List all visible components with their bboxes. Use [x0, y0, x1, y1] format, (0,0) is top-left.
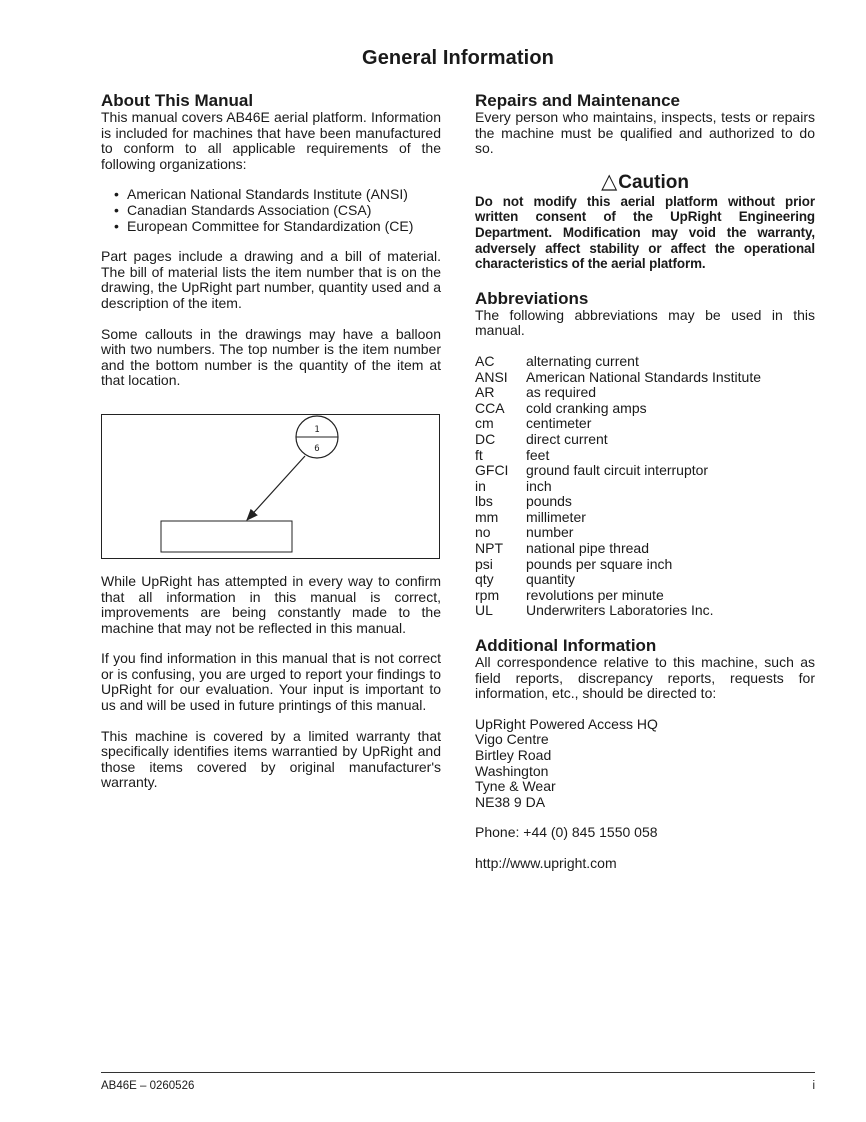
abbreviation-code: AR: [475, 384, 495, 401]
abbreviation-meaning: pounds per square inch: [526, 555, 673, 572]
part-rectangle: [161, 521, 292, 552]
abbreviation-code: ANSI: [475, 368, 508, 385]
part-pages-text: Part pages include a drawing and a bill of material. The bill of material lists the item number that is on the drawing, the UpRight part number, quantity used and a description of the item.: [101, 248, 441, 311]
abbreviation-row: [475, 557, 761, 573]
address-line: Birtley Road: [475, 747, 552, 763]
balloon-item-number: 1: [314, 424, 320, 435]
abbreviation-code: CCA: [475, 399, 505, 416]
balloon-drawing: [102, 415, 441, 560]
address-line: Washington: [475, 762, 549, 779]
abbreviation-code: in: [475, 477, 486, 494]
website-link[interactable]: http://www.upright.com: [475, 854, 617, 871]
abbreviation-code: lbs: [475, 493, 493, 510]
abbreviation-code: mm: [475, 508, 499, 525]
abbreviation-meaning: cold cranking amps: [526, 399, 647, 416]
abbreviation-code: no: [475, 524, 491, 541]
doc-number: AB46E – 0260526: [101, 1080, 195, 1092]
abbreviation-code: psi: [475, 555, 493, 572]
abbreviation-row: [475, 510, 761, 526]
list-item: • European Committee for Standardization (CE): [114, 217, 414, 234]
balloon-quantity: 6: [314, 443, 320, 454]
abbreviation-meaning: millimeter: [526, 508, 586, 525]
abbreviation-meaning: American National Standards Institute: [526, 368, 762, 385]
organizations-list: [101, 187, 441, 234]
abbreviation-row: [475, 525, 761, 541]
abbreviation-meaning: Underwriters Laboratories Inc.: [526, 602, 714, 619]
abbreviation-code: GFCI: [475, 462, 509, 479]
caution-heading: Caution: [618, 171, 689, 193]
abbreviation-meaning: centimeter: [526, 415, 592, 432]
abbreviation-row: [475, 416, 761, 432]
repairs-heading: Repairs and Maintenance: [475, 91, 681, 110]
about-text: This manual covers AB46E aerial platform. Information is included for machines that have been manufactured to conform to all applicable requirements of the following organizations:: [101, 109, 441, 172]
abbreviation-meaning: pounds: [526, 493, 572, 510]
caution-text: Do not modify this aerial platform without prior written consent of the UpRight Engineering Department. Modification may void the warranty, adversely affect stability or affect the operational characteristics of the aerial platform.: [475, 193, 815, 272]
accuracy-text: While UpRight has attempted in every way to confirm that all information in this manual is correct, improvements are being constantly made to the machine that may not be reflected in this manual.: [101, 572, 441, 636]
abbreviation-row: [475, 541, 761, 557]
balloon-callout-figure: [101, 414, 440, 559]
left-column: [101, 92, 441, 791]
list-item: • Canadian Standards Association (CSA): [114, 201, 372, 218]
abbreviation-row: [475, 603, 761, 619]
abbreviation-meaning: number: [526, 524, 574, 541]
abbreviation-meaning: as required: [526, 384, 597, 401]
abbreviation-code: AC: [475, 352, 495, 369]
caution-title: [475, 171, 815, 194]
address-line: Vigo Centre: [475, 731, 549, 748]
abbreviation-code: UL: [475, 602, 493, 619]
abbreviation-meaning: alternating current: [526, 352, 639, 369]
abbreviation-meaning: direct current: [526, 430, 608, 447]
address-line: NE38 9 DA: [475, 793, 546, 810]
abbreviation-row: [475, 572, 761, 588]
abbreviation-code: qty: [475, 571, 494, 588]
leader-arrow: [247, 456, 305, 520]
page-number: i: [812, 1080, 815, 1092]
abbreviation-meaning: inch: [526, 477, 552, 494]
abbreviation-row: [475, 494, 761, 510]
abbreviation-meaning: quantity: [526, 571, 576, 588]
abbreviation-row: [475, 479, 761, 495]
warranty-text: This machine is covered by a limited warranty that specifically identifies items warrantied by UpRight and those items covered by original manufacturer's warranty.: [101, 727, 441, 791]
address-line: UpRight Powered Access HQ: [475, 715, 658, 732]
address-line: Tyne & Wear: [475, 778, 556, 795]
additional-text: All correspondence relative to this machine, such as field reports, discrepancy reports, requests for information, etc., should be directed to:: [475, 654, 815, 702]
abbreviations-intro: The following abbreviations may be used in this manual.: [475, 306, 815, 339]
abbreviation-meaning: national pipe thread: [526, 540, 649, 557]
right-column: [475, 92, 815, 872]
abbreviation-row: [475, 370, 761, 386]
abbreviation-code: ft: [475, 446, 483, 463]
warning-triangle-icon: △: [601, 169, 618, 193]
abbreviation-row: [475, 588, 761, 604]
phone-number: Phone: +44 (0) 845 1550 058: [475, 824, 658, 841]
abbreviations-heading: Abbreviations: [475, 288, 589, 308]
abbreviation-row: [475, 432, 761, 448]
abbreviation-code: rpm: [475, 586, 500, 603]
abbreviation-row: [475, 448, 761, 464]
abbreviations-body: [475, 354, 761, 619]
page-title: General Information: [362, 47, 554, 69]
abbreviation-code: DC: [475, 430, 496, 447]
callouts-text: Some callouts in the drawings may have a balloon with two numbers. The top number is the item number and the bottom number is the quantity of the item at that location.: [101, 325, 441, 389]
footer-divider: [101, 1072, 815, 1073]
abbreviation-row: [475, 463, 761, 479]
abbreviation-meaning: ground fault circuit interruptor: [526, 462, 709, 479]
abbreviation-meaning: revolutions per minute: [526, 586, 664, 603]
abbreviation-meaning: feet: [526, 446, 550, 463]
abbreviation-row: [475, 401, 761, 417]
repairs-text: Every person who maintains, inspects, tests or repairs the machine must be qualified and authorized to do so.: [475, 109, 815, 157]
abbreviation-row: [475, 385, 761, 401]
abbreviations-table: [475, 354, 761, 619]
about-heading: About This Manual: [101, 91, 254, 110]
abbreviation-code: NPT: [475, 540, 503, 557]
additional-heading: Additional Information: [475, 636, 657, 656]
list-item: • American National Standards Institute (ANSI): [114, 186, 408, 203]
feedback-text: If you find information in this manual that is not correct or is confusing, you are urged to report your findings to UpRight for our evaluation. Your input is important to us and will be used in future printings of this manual.: [101, 650, 441, 714]
abbreviation-row: [475, 354, 761, 370]
address-block: [475, 717, 815, 811]
abbreviation-code: cm: [475, 415, 494, 432]
